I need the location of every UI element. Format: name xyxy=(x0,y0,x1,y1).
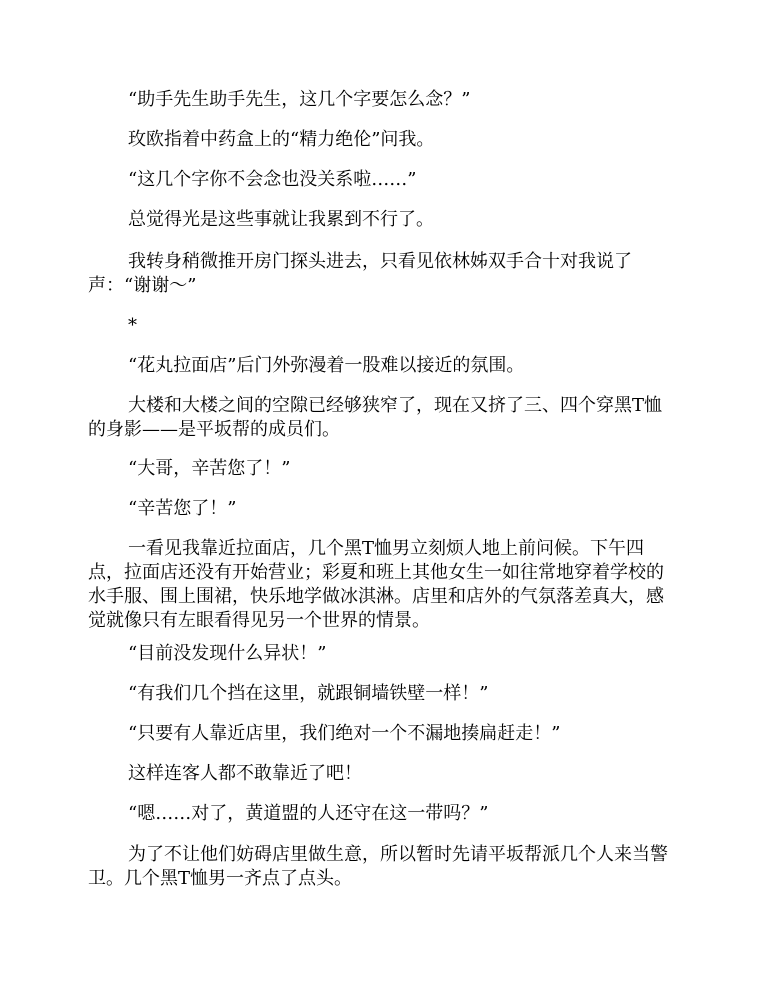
paragraph-11: “目前没发现什么异状！” xyxy=(128,643,327,664)
paragraph-4: 总觉得光是这些事就让我累到不行了。 xyxy=(128,209,434,230)
paragraph-5: 我转身稍微推开房门探头进去，只看见依林姊双手合十对我说了声：“谢谢～” xyxy=(88,251,632,296)
paragraph-7: 大楼和大楼之间的空隙已经够狭窄了，现在又挤了三、四个穿黑T恤的身影——是平坂帮的成员们。 xyxy=(88,395,663,440)
paragraph-6: “花丸拉面店”后门外弥漫着一股难以接近的氛围。 xyxy=(128,355,525,376)
paragraph-15: “嗯……对了，黄道盟的人还守在这一带吗？” xyxy=(128,803,489,824)
paragraph-8: “大哥，辛苦您了！” xyxy=(128,458,291,479)
paragraph-14: 这样连客人都不敢靠近了吧！ xyxy=(128,763,362,784)
paragraph-2: 玫欧指着中药盒上的“精力绝伦”问我。 xyxy=(128,129,435,150)
paragraph-10: 一看见我靠近拉面店，几个黑T恤男立刻烦人地上前问候。下午四点，拉面店还没有开始营业；彩夏和班上其他女生一如往常地穿着学校的水手服、围上围裙，快乐地学做冰淇淋。店里和店外的气氛落差真大，感觉就像只有左眼看得见另一个世界的情景。 xyxy=(88,538,664,631)
paragraph-1: “助手先生助手先生，这几个字要怎么念？” xyxy=(128,89,471,110)
section-separator: * xyxy=(128,315,137,336)
paragraph-3: “这几个字你不会念也没关系啦……” xyxy=(128,169,417,190)
paragraph-16: 为了不让他们妨碍店里做生意，所以暂时先请平坂帮派几个人来当警卫。几个黑T恤男一齐点了点头。 xyxy=(88,844,668,889)
paragraph-9: “辛苦您了！” xyxy=(128,498,237,519)
paragraph-12: “有我们几个挡在这里，就跟铜墙铁壁一样！” xyxy=(128,683,489,704)
paragraph-13: “只要有人靠近店里，我们绝对一个不漏地揍扁赶走！” xyxy=(128,723,561,744)
